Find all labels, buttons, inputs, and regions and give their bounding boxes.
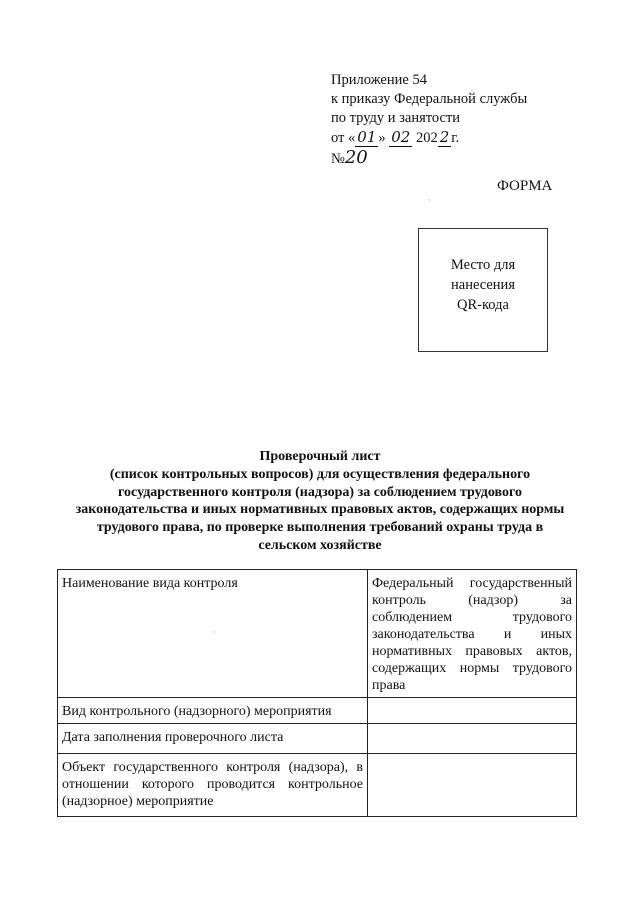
- row-label: Объект государственного контроля (надзора), в отношении которого проводится контрольное (надзорное) мероприятие: [58, 754, 368, 817]
- qr-line-1: Место для: [450, 257, 516, 273]
- date-prefix: от «: [331, 130, 356, 146]
- annex-order-line: к приказу Федеральной службы: [331, 91, 528, 107]
- annex-agency-line: по труду и занятости: [331, 110, 461, 126]
- scan-speck: ·: [428, 196, 431, 205]
- row-label: Вид контрольного (надзорного) мероприятия: [58, 698, 368, 724]
- number-sign: №: [331, 151, 345, 167]
- qr-code-placeholder: [418, 228, 548, 352]
- row-value: [367, 698, 576, 724]
- handwritten-year-digit: 2: [439, 128, 450, 146]
- table-row: [58, 570, 577, 698]
- date-year-prefix: 202: [412, 130, 438, 146]
- handwritten-day: 01: [357, 128, 377, 146]
- document-title: [58, 448, 582, 555]
- control-info-table: [57, 569, 577, 817]
- handwritten-month: 02: [391, 128, 411, 146]
- row-value: [367, 754, 576, 817]
- annex-number: [331, 148, 571, 169]
- annex-title: Приложение 54: [331, 72, 427, 88]
- qr-line-3: QR-кода: [457, 297, 509, 313]
- date-end: г.: [451, 130, 460, 146]
- table-row: [58, 724, 577, 754]
- title-line: сельском хозяйстве: [258, 537, 382, 553]
- title-line: законодательства и иных нормативных правовых актов, содержащих нормы: [75, 502, 565, 518]
- title-line: (список контрольных вопросов) для осуществления федерального: [109, 466, 531, 482]
- annex-header: [331, 71, 571, 169]
- row-value: [367, 724, 576, 754]
- row-label: Дата заполнения проверочного листа: [58, 724, 368, 754]
- row-value: Федеральный государственный контроль (надзор) за соблюдением трудового законодательства и иных нормативных правовых актов, содержащих нормы трудового права: [367, 570, 576, 698]
- title-line: трудового права, по проверке выполнения требований охраны труда в: [96, 520, 544, 536]
- qr-line-2: нанесения: [451, 277, 515, 293]
- scan-speck: ·: [213, 628, 216, 637]
- annex-date: [331, 128, 571, 148]
- table-row: [58, 698, 577, 724]
- title-line: государственного контроля (надзора) за соблюдением трудового: [118, 484, 522, 500]
- table-row: [58, 754, 577, 817]
- date-mid: »: [378, 130, 390, 146]
- handwritten-number: 20: [344, 147, 368, 168]
- forma-label: ФОРМА: [497, 178, 553, 194]
- row-label: Наименование вида контроля: [58, 570, 368, 698]
- title-line: Проверочный лист: [259, 449, 381, 464]
